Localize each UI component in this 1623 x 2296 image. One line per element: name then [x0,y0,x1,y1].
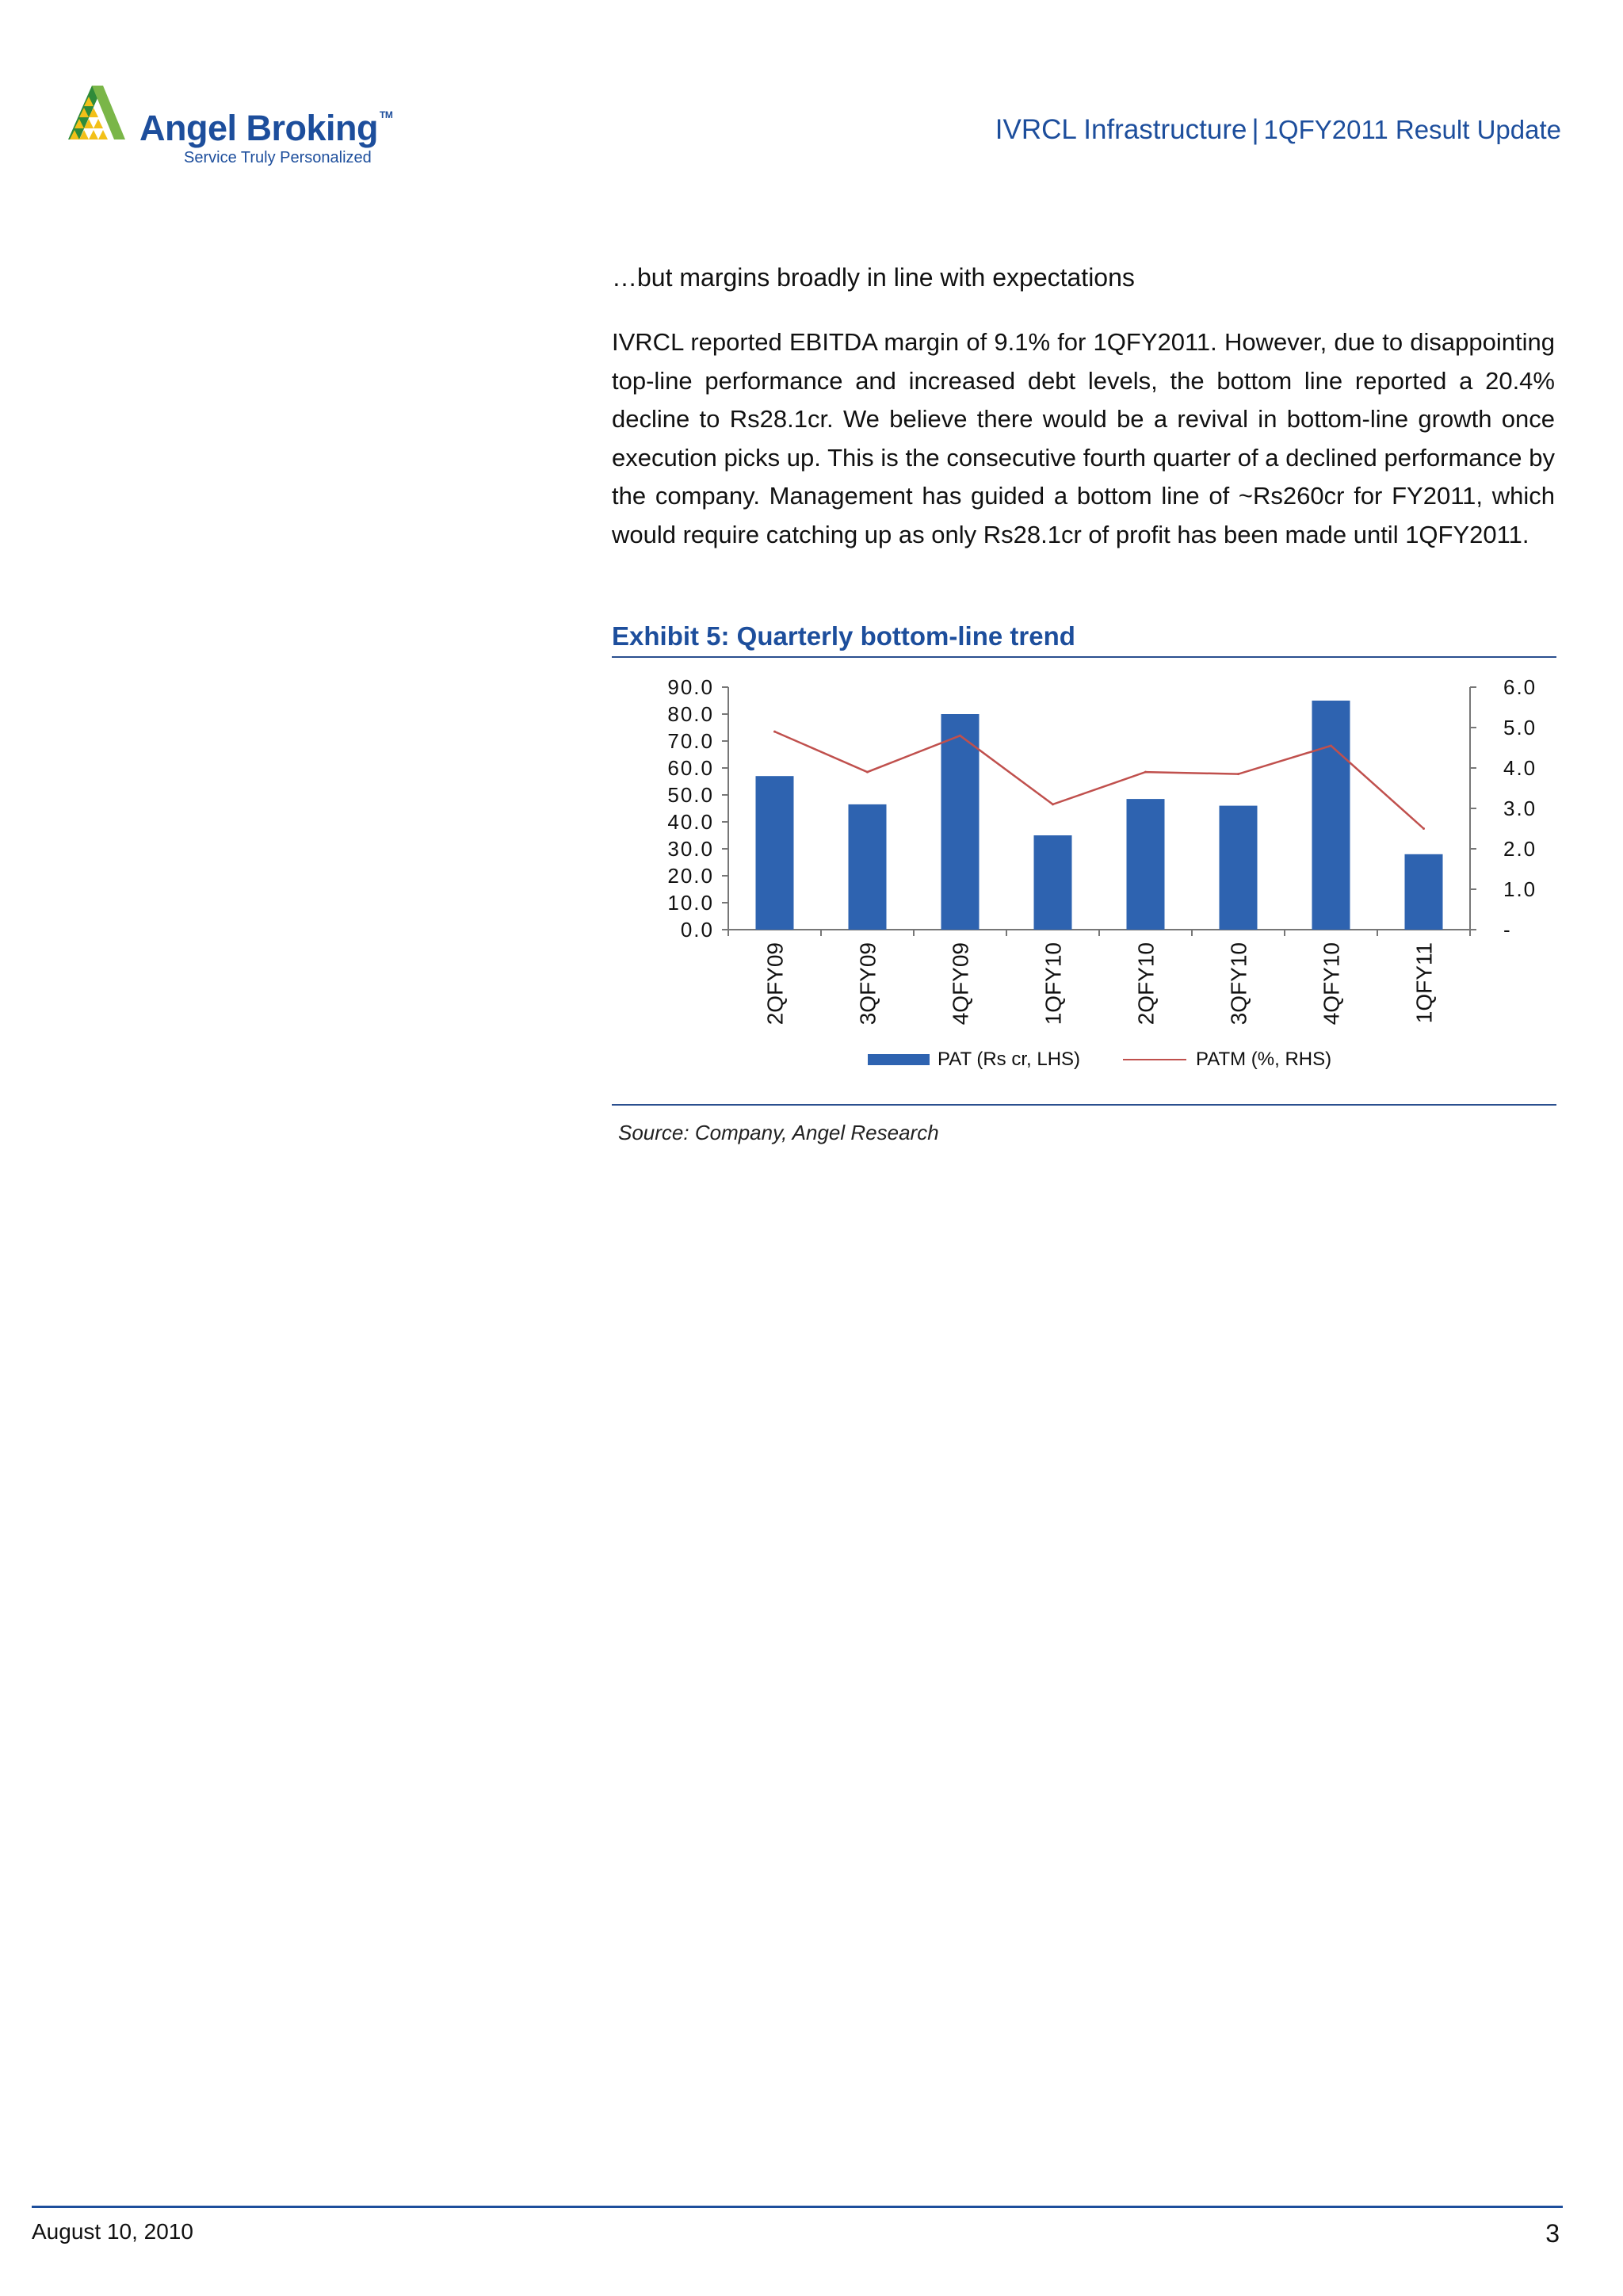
title-separator: | [1251,114,1259,145]
left-y-tick-label: 70.0 [667,729,714,753]
exhibit-top-rule [612,656,1556,658]
left-y-tick-label: 50.0 [667,783,714,807]
patm-point [1330,744,1332,747]
pat-bar [849,804,887,930]
pat-bar [756,776,794,930]
section-heading: …but margins broadly in line with expectations [612,263,1135,292]
patm-point [959,735,961,737]
logo-tagline: Service Truly Personalized [184,149,372,166]
pat-bar [1034,835,1072,930]
triangle-logo-icon [68,82,139,146]
x-category-label: 1QFY10 [1041,942,1066,1026]
legend-pat-swatch [868,1054,930,1065]
patm-point [1144,771,1147,774]
page-number: 3 [1545,2219,1560,2248]
right-y-tick-label: 1.0 [1503,877,1537,901]
document-title [995,114,1561,146]
footer-rule [32,2206,1563,2208]
source-note: Source: Company, Angel Research [618,1121,939,1144]
x-category-label: 4QFY10 [1319,942,1344,1026]
right-y-tick-label: 4.0 [1503,756,1537,780]
right-y-tick-label: 3.0 [1503,797,1537,820]
patm-point [1423,827,1425,830]
x-category-label: 3QFY09 [855,942,880,1026]
left-y-tick-label: 90.0 [667,675,714,699]
patm-point [1237,773,1239,775]
pat-bar [1312,701,1350,930]
pat-bar [1220,806,1258,930]
logo-name: Angel Broking [139,108,379,148]
legend-pat-label: PAT (Rs cr, LHS) [938,1049,1081,1070]
exhibit-bottom-rule [612,1104,1556,1106]
exhibit-title: Exhibit 5: Quarterly bottom-line trend [612,621,1075,651]
right-y-tick-label: - [1503,918,1512,942]
left-y-tick-label: 80.0 [667,702,714,726]
left-y-tick-label: 0.0 [680,918,714,942]
x-category-label: 1QFY11 [1411,942,1437,1024]
x-category-label: 4QFY09 [948,942,973,1026]
x-category-label: 2QFY10 [1133,942,1159,1026]
left-y-tick-label: 10.0 [667,891,714,915]
pat-bar [1405,854,1443,930]
right-y-tick-label: 5.0 [1503,716,1537,739]
right-y-tick-label: 6.0 [1503,675,1537,699]
angel-broking-logo [68,82,401,178]
x-category-label: 3QFY10 [1226,942,1251,1026]
logo-trademark: TM [380,109,393,120]
legend-patm-label: PATM (%, RHS) [1196,1049,1332,1070]
left-y-tick-label: 20.0 [667,864,714,888]
pat-bar [1127,799,1165,930]
report-type: 1QFY2011 Result Update [1263,115,1561,144]
x-category-label: 2QFY09 [762,942,788,1026]
patm-point [773,731,776,733]
patm-point [1052,803,1054,805]
quarterly-bottom-line-chart [612,666,1556,1102]
left-y-tick-label: 60.0 [667,756,714,780]
body-paragraph: IVRCL reported EBITDA margin of 9.1% for 1QFY2011. However, due to disappointing top-line performance and increased debt levels, the bottom line reported a 20.4% decline to Rs28.1cr. We believe there would be a revival in bottom-line growth once execution picks up. This is the consecutive fourth quarter of a declined performance by the company. Management has guided a bottom line of ~Rs260cr for FY2011, which would require catching up as only Rs28.1cr of profit has been made until 1QFY2011. [612,328,1555,548]
patm-point [866,771,869,774]
company-name: IVRCL Infrastructure [995,114,1247,145]
left-y-tick-label: 30.0 [667,837,714,861]
footer-date: August 10, 2010 [32,2219,193,2244]
right-y-tick-label: 2.0 [1503,837,1537,861]
left-y-tick-label: 40.0 [667,810,714,834]
